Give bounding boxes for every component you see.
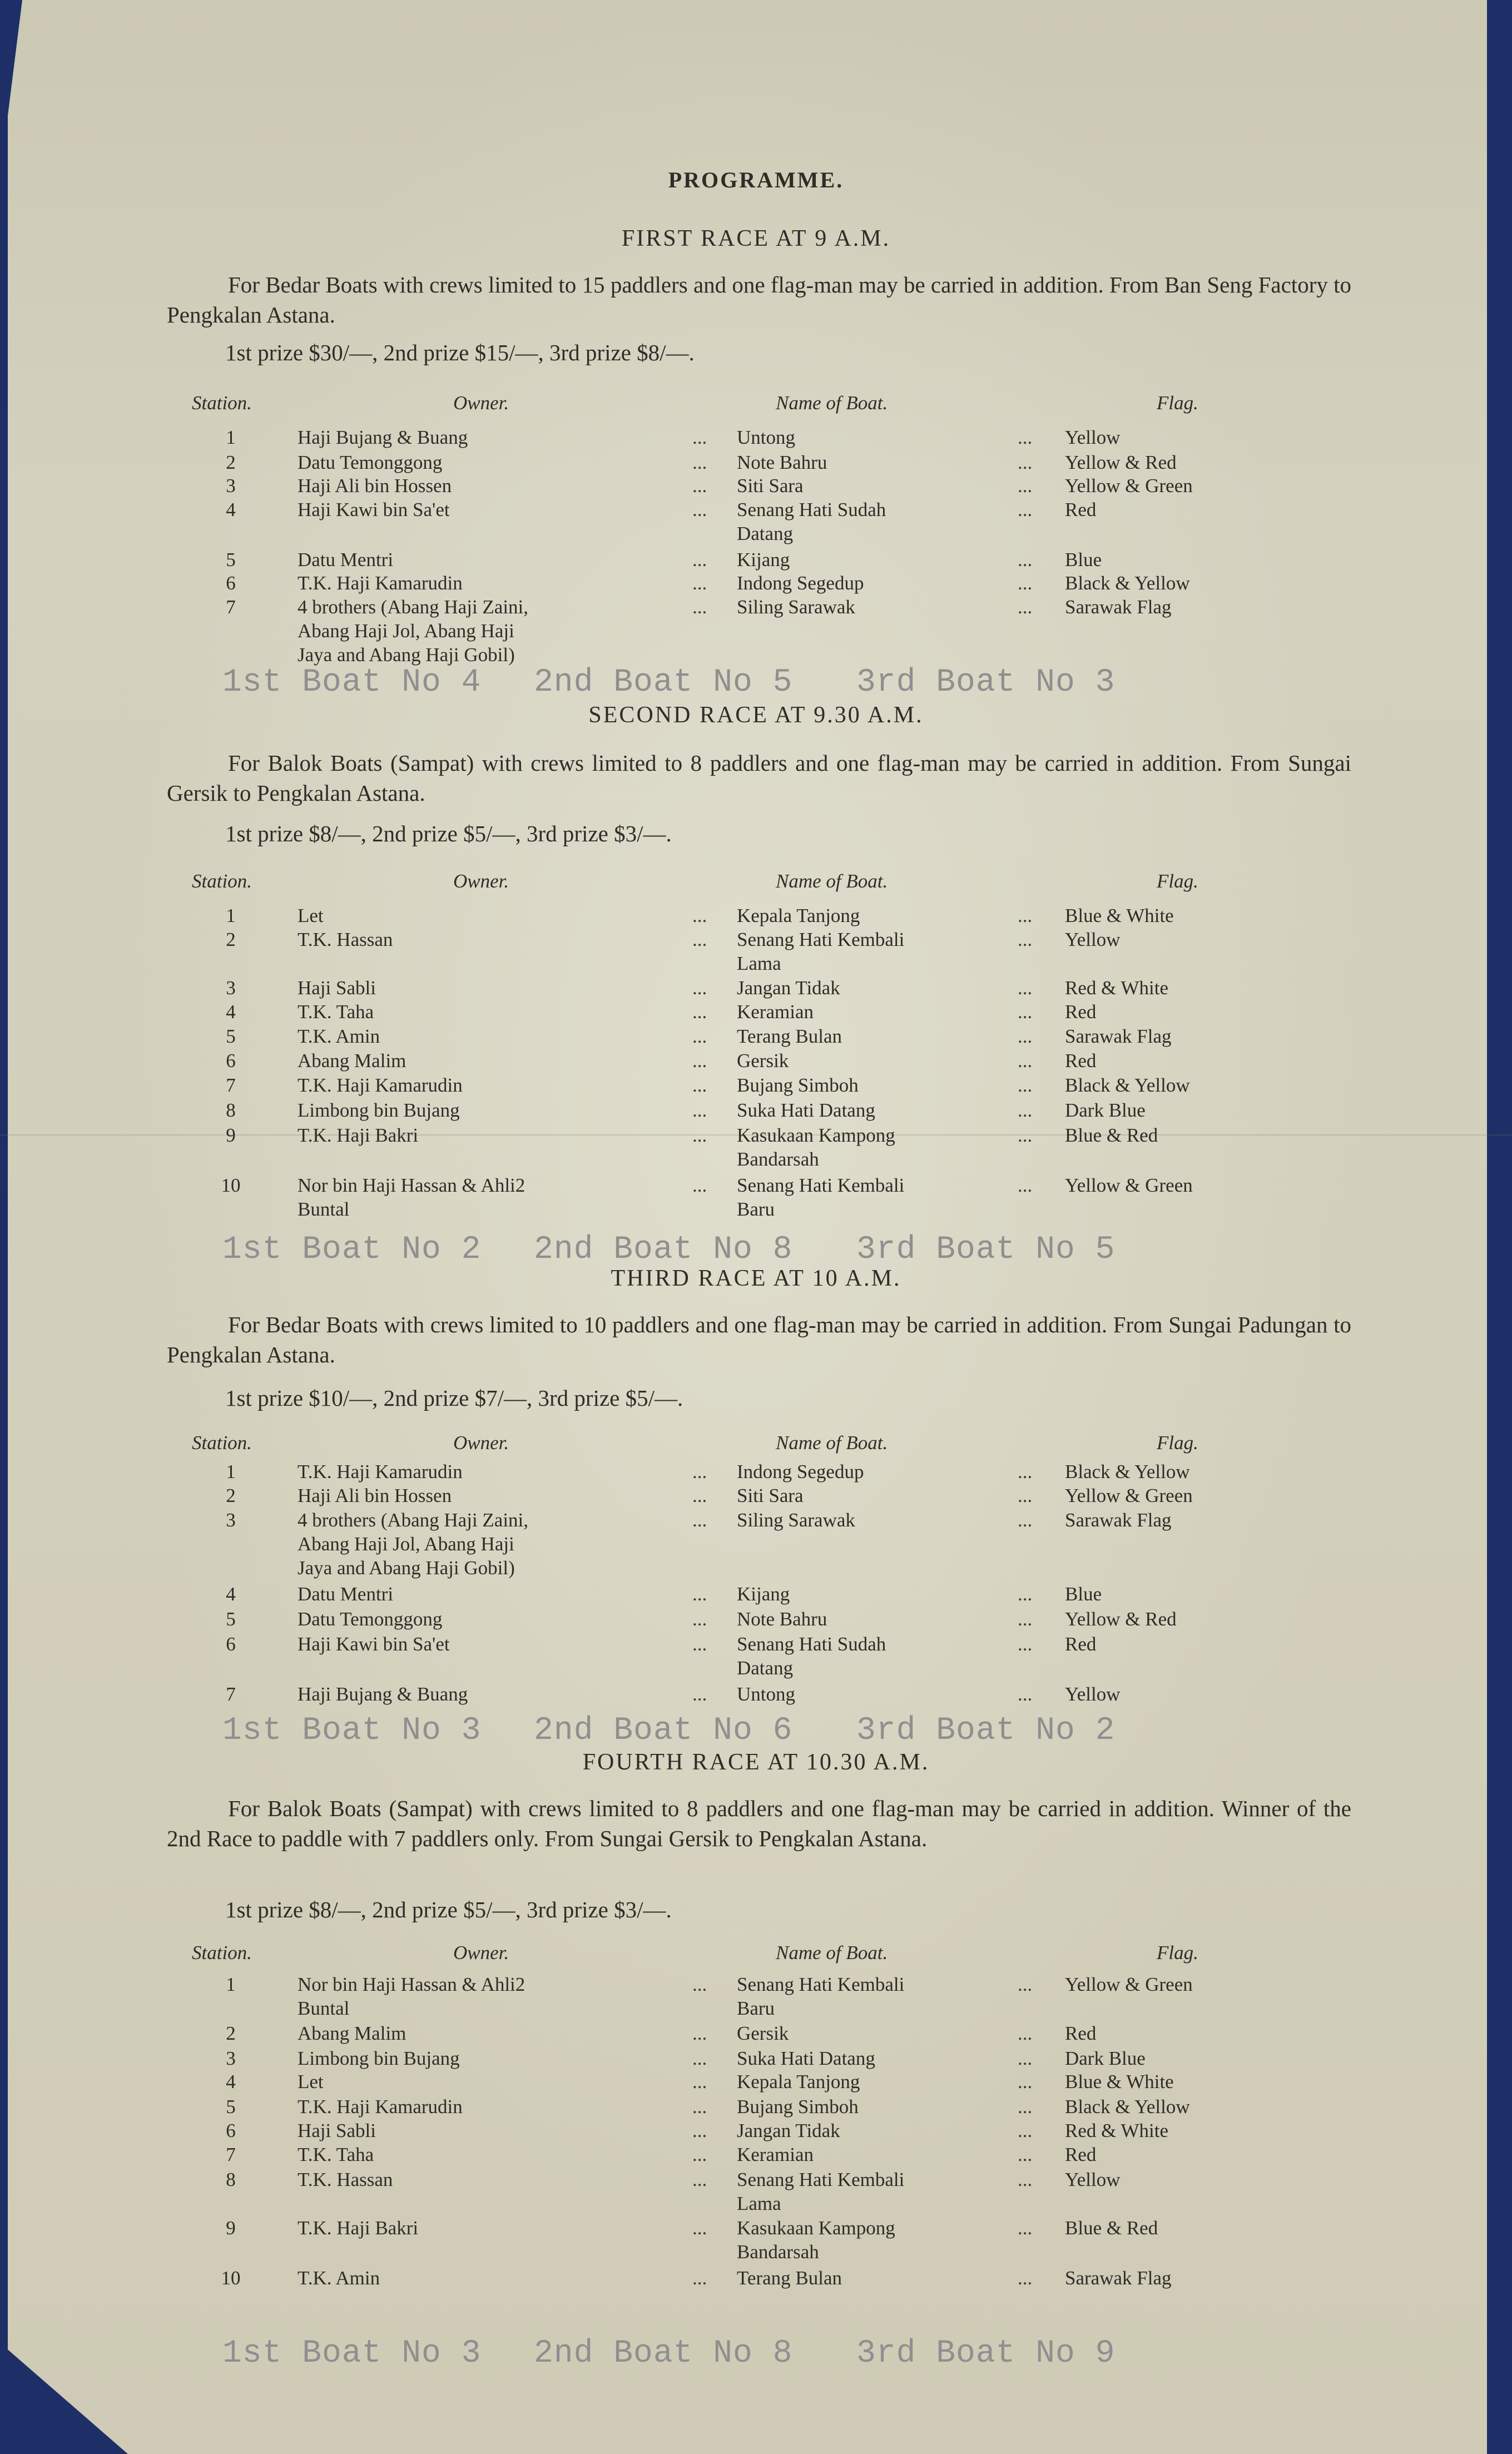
entry-owner: Haji Sabli [298, 2120, 376, 2141]
entry-flag: Yellow [1065, 2169, 1121, 2190]
entry-boat-name: Senang Hati Kembali Lama [737, 2169, 905, 2214]
entry-boat-name: Jangan Tidak [737, 2120, 840, 2141]
leader-dots: ... [1018, 475, 1033, 497]
entry-flag: Yellow [1065, 1683, 1121, 1705]
result-third-place: 3rd Boat No 9 [856, 2336, 1116, 2372]
leader-dots: ... [1018, 427, 1033, 448]
entry-owner: Haji Kawi bin Sa'et [298, 1633, 450, 1655]
leader-dots: ... [1018, 1001, 1033, 1023]
entry-station: 3 [226, 1509, 236, 1531]
entry-station: 1 [226, 1461, 236, 1483]
entry-station: 3 [226, 2048, 236, 2069]
entry-owner: Limbong bin Bujang [298, 1099, 460, 1121]
entry-flag: Dark Blue [1065, 1099, 1146, 1121]
leader-dots: ... [1018, 1974, 1033, 1995]
entry-boat-name: Terang Bulan [737, 2267, 842, 2289]
entry-flag: Yellow & Green [1065, 475, 1193, 497]
leader-dots: ... [1018, 1633, 1033, 1655]
entry-row [0, 2216, 1512, 2266]
entry-boat-name: Gersik [737, 1050, 789, 1072]
entry-owner: Nor bin Haji Hassan & Ahli2 Buntal [298, 1974, 526, 2019]
entry-row [0, 2266, 1512, 2316]
leader-dots: ... [692, 2071, 707, 2093]
column-header-station: Station. [192, 870, 252, 892]
entry-flag: Blue & White [1065, 905, 1174, 926]
entry-boat-name: Kasukaan Kampong Bandarsah [737, 2217, 895, 2263]
column-header-boat: Name of Boat. [776, 392, 888, 414]
entry-owner: 4 brothers (Abang Haji Zaini, Abang Haji Jol, Abang Haji Jaya and Abang Haji Gobil) [298, 1509, 529, 1579]
leader-dots: ... [1018, 1608, 1033, 1630]
leader-dots: ... [692, 1633, 707, 1655]
leader-dots: ... [1018, 1050, 1033, 1072]
entry-owner: Haji Ali bin Hossen [298, 1485, 452, 1506]
entry-station: 10 [221, 2267, 241, 2289]
entry-owner: T.K. Amin [298, 2267, 380, 2289]
column-header-station: Station. [192, 392, 252, 414]
entry-boat-name: Kasukaan Kampong Bandarsah [737, 1124, 895, 1170]
column-header-boat: Name of Boat. [776, 870, 888, 892]
leader-dots: ... [1018, 1074, 1033, 1096]
entry-owner: Datu Mentri [298, 1583, 394, 1605]
entry-owner: Datu Mentri [298, 549, 394, 571]
race-title: THIRD RACE AT 10 A.M. [611, 1266, 901, 1291]
column-header-boat: Name of Boat. [776, 1942, 888, 1964]
entry-boat-name: Kepala Tanjong [737, 2071, 860, 2093]
entry-flag: Blue [1065, 1583, 1102, 1605]
leader-dots: ... [1018, 1025, 1033, 1047]
entry-station: 2 [226, 1485, 236, 1506]
leader-dots: ... [1018, 2048, 1033, 2069]
leader-dots: ... [692, 2169, 707, 2190]
entry-station: 1 [226, 427, 236, 448]
entry-owner: Let [298, 905, 324, 926]
leader-dots: ... [692, 452, 707, 473]
leader-dots: ... [692, 1074, 707, 1096]
race-prizes: 1st prize $8/—, 2nd prize $5/—, 3rd prize $3/—. [225, 821, 672, 846]
column-header-flag: Flag. [1157, 1942, 1198, 1964]
column-header-owner: Owner. [453, 1942, 509, 1964]
entry-flag: Red [1065, 1001, 1097, 1023]
entry-flag: Red [1065, 1633, 1097, 1655]
leader-dots: ... [1018, 499, 1033, 520]
background-corner [0, 2343, 128, 2454]
leader-dots: ... [1018, 1485, 1033, 1506]
entry-station: 3 [226, 977, 236, 999]
entry-boat-name: Indong Segedup [737, 1461, 864, 1483]
entry-owner: T.K. Haji Kamarudin [298, 1461, 463, 1483]
entry-station: 2 [226, 2022, 236, 2044]
entry-owner: T.K. Hassan [298, 929, 393, 950]
result-second-place: 2nd Boat No 8 [534, 1232, 793, 1268]
leader-dots: ... [1018, 1583, 1033, 1605]
entry-station: 9 [226, 2217, 236, 2239]
entry-station: 7 [226, 1683, 236, 1705]
leader-dots: ... [1018, 905, 1033, 926]
entry-boat-name: Senang Hati Sudah Datang [737, 1633, 886, 1679]
entry-flag: Yellow & Red [1065, 452, 1177, 473]
leader-dots: ... [692, 549, 707, 571]
column-header-owner: Owner. [453, 1432, 509, 1454]
leader-dots: ... [692, 2267, 707, 2289]
entry-flag: Yellow [1065, 929, 1121, 950]
column-header-flag: Flag. [1157, 870, 1198, 892]
leader-dots: ... [692, 1099, 707, 1121]
leader-dots: ... [692, 1025, 707, 1047]
entry-station: 3 [226, 475, 236, 497]
leader-dots: ... [1018, 1174, 1033, 1196]
entry-flag: Blue & White [1065, 2071, 1174, 2093]
entry-owner: T.K. Haji Kamarudin [298, 2096, 463, 2118]
entry-owner: Haji Kawi bin Sa'et [298, 499, 450, 520]
leader-dots: ... [692, 572, 707, 594]
race-title: SECOND RACE AT 9.30 A.M. [588, 702, 924, 728]
entry-boat-name: Note Bahru [737, 452, 827, 473]
leader-dots: ... [1018, 929, 1033, 950]
leader-dots: ... [1018, 1461, 1033, 1483]
entry-flag: Red [1065, 2022, 1097, 2044]
entry-flag: Black & Yellow [1065, 1074, 1190, 1096]
entry-flag: Black & Yellow [1065, 572, 1190, 594]
race-description: For Balok Boats (Sampat) with crews limited to 8 paddlers and one flag-man may be carried in addition. Winner of the 2nd Race to paddle with 7 paddlers only. From Sungai Gersik to Pengkalan Astana. [167, 1796, 1351, 1851]
leader-dots: ... [1018, 1509, 1033, 1531]
leader-dots: ... [692, 1583, 707, 1605]
result-second-place: 2nd Boat No 6 [534, 1713, 793, 1749]
leader-dots: ... [692, 1485, 707, 1506]
entry-owner: Haji Bujang & Buang [298, 427, 468, 448]
entry-owner: Abang Malim [298, 1050, 406, 1072]
leader-dots: ... [692, 929, 707, 950]
leader-dots: ... [692, 905, 707, 926]
race-description: For Bedar Boats with crews limited to 15 paddlers and one flag-man may be carried in addition. From Ban Seng Factory to Pengkalan Astana. [167, 272, 1351, 328]
leader-dots: ... [1018, 2120, 1033, 2141]
page-title: PROGRAMME. [668, 167, 844, 192]
background-corner [0, 0, 22, 178]
entry-flag: Sarawak Flag [1065, 596, 1172, 618]
entry-boat-name: Bujang Simboh [737, 2096, 859, 2118]
entry-owner: 4 brothers (Abang Haji Zaini, Abang Haji Jol, Abang Haji Jaya and Abang Haji Gobil) [298, 596, 529, 666]
entry-flag: Blue & Red [1065, 2217, 1158, 2239]
race-prizes: 1st prize $10/—, 2nd prize $7/—, 3rd prize $5/—. [225, 1385, 683, 1411]
column-header-owner: Owner. [453, 870, 509, 892]
leader-dots: ... [692, 1124, 707, 1146]
entry-owner: Haji Ali bin Hossen [298, 475, 452, 497]
entry-flag: Red [1065, 2144, 1097, 2165]
leader-dots: ... [692, 1608, 707, 1630]
column-header-station: Station. [192, 1942, 252, 1964]
leader-dots: ... [692, 1509, 707, 1531]
entry-boat-name: Siling Sarawak [737, 1509, 855, 1531]
entry-owner: T.K. Haji Kamarudin [298, 1074, 463, 1096]
leader-dots: ... [692, 1050, 707, 1072]
entry-flag: Yellow & Green [1065, 1174, 1193, 1196]
entry-boat-name: Senang Hati Sudah Datang [737, 499, 886, 544]
leader-dots: ... [1018, 2267, 1033, 2289]
leader-dots: ... [692, 2144, 707, 2165]
entry-row [0, 928, 1512, 978]
leader-dots: ... [692, 2120, 707, 2141]
leader-dots: ... [1018, 596, 1033, 618]
leader-dots: ... [692, 427, 707, 448]
leader-dots: ... [1018, 977, 1033, 999]
entry-owner: T.K. Taha [298, 2144, 374, 2165]
leader-dots: ... [692, 1461, 707, 1483]
leader-dots: ... [1018, 2169, 1033, 2190]
column-header-boat: Name of Boat. [776, 1432, 888, 1454]
leader-dots: ... [692, 499, 707, 520]
leader-dots: ... [692, 2048, 707, 2069]
entry-owner: Haji Sabli [298, 977, 376, 999]
entry-boat-name: Indong Segedup [737, 572, 864, 594]
entry-station: 4 [226, 499, 236, 520]
result-first-place: 1st Boat No 3 [222, 2336, 482, 2372]
column-header-flag: Flag. [1157, 1432, 1198, 1454]
entry-row [0, 498, 1512, 548]
leader-dots: ... [1018, 2144, 1033, 2165]
entry-station: 6 [226, 1633, 236, 1655]
entry-station: 4 [226, 1001, 236, 1023]
leader-dots: ... [1018, 2217, 1033, 2239]
entry-boat-name: Jangan Tidak [737, 977, 840, 999]
entry-flag: Yellow & Green [1065, 1974, 1193, 1995]
race-title: FOURTH RACE AT 10.30 A.M. [582, 1749, 930, 1775]
entry-row [0, 2168, 1512, 2218]
result-first-place: 1st Boat No 3 [222, 1713, 482, 1749]
entry-boat-name: Terang Bulan [737, 1025, 842, 1047]
entry-station: 1 [226, 905, 236, 926]
entry-boat-name: Suka Hati Datang [737, 1099, 875, 1121]
entry-station: 5 [226, 1025, 236, 1047]
entry-owner: Nor bin Haji Hassan & Ahli2 Buntal [298, 1174, 526, 1220]
entry-flag: Yellow & Red [1065, 1608, 1177, 1630]
leader-dots: ... [692, 1174, 707, 1196]
entry-station: 6 [226, 1050, 236, 1072]
race-title: FIRST RACE AT 9 A.M. [621, 226, 891, 251]
column-header-owner: Owner. [453, 392, 509, 414]
entry-boat-name: Untong [737, 1683, 795, 1705]
leader-dots: ... [1018, 572, 1033, 594]
entry-station: 5 [226, 549, 236, 571]
result-third-place: 3rd Boat No 5 [856, 1232, 1116, 1268]
result-third-place: 3rd Boat No 3 [856, 665, 1116, 701]
leader-dots: ... [692, 475, 707, 497]
leader-dots: ... [692, 1683, 707, 1705]
entry-boat-name: Senang Hati Kembali Baru [737, 1174, 905, 1220]
leader-dots: ... [1018, 549, 1033, 571]
entry-owner: Abang Malim [298, 2022, 406, 2044]
race-description: For Balok Boats (Sampat) with crews limited to 8 paddlers and one flag-man may be carried in addition. From Sungai Gersik to Pengkalan Astana. [167, 750, 1351, 806]
entry-boat-name: Siti Sara [737, 475, 804, 497]
entry-row [0, 1173, 1512, 1223]
entry-flag: Blue [1065, 549, 1102, 571]
entry-flag: Sarawak Flag [1065, 1025, 1172, 1047]
entry-station: 7 [226, 596, 236, 618]
entry-row [0, 1632, 1512, 1682]
leader-dots: ... [1018, 2022, 1033, 2044]
entry-owner: Datu Temonggong [298, 1608, 443, 1630]
entry-boat-name: Suka Hati Datang [737, 2048, 875, 2069]
entry-owner: Haji Bujang & Buang [298, 1683, 468, 1705]
entry-flag: Red & White [1065, 977, 1168, 999]
entry-boat-name: Senang Hati Kembali Baru [737, 1974, 905, 2019]
race-prizes: 1st prize $8/—, 2nd prize $5/—, 3rd prize $3/—. [225, 1897, 672, 1922]
entry-station: 10 [221, 1174, 241, 1196]
entry-boat-name: Bujang Simboh [737, 1074, 859, 1096]
entry-flag: Yellow [1065, 427, 1121, 448]
entry-station: 2 [226, 929, 236, 950]
result-second-place: 2nd Boat No 5 [534, 665, 793, 701]
entry-flag: Sarawak Flag [1065, 1509, 1172, 1531]
entry-row [0, 1972, 1512, 2022]
entry-flag: Yellow & Green [1065, 1485, 1193, 1506]
result-first-place: 1st Boat No 2 [222, 1232, 482, 1268]
entry-boat-name: Siti Sara [737, 1485, 804, 1506]
leader-dots: ... [692, 596, 707, 618]
entry-boat-name: Keramian [737, 2144, 814, 2165]
leader-dots: ... [692, 2217, 707, 2239]
entry-flag: Black & Yellow [1065, 1461, 1190, 1483]
entry-flag: Sarawak Flag [1065, 2267, 1172, 2289]
entry-station: 4 [226, 2071, 236, 2093]
result-first-place: 1st Boat No 4 [222, 665, 482, 701]
entry-owner: T.K. Haji Kamarudin [298, 572, 463, 594]
entry-flag: Black & Yellow [1065, 2096, 1190, 2118]
entry-flag: Blue & Red [1065, 1124, 1158, 1146]
race-description: For Bedar Boats with crews limited to 10 paddlers and one flag-man may be carried in addition. From Sungai Padungan to Pengkalan Astana. [167, 1312, 1351, 1367]
entry-boat-name: Untong [737, 427, 795, 448]
leader-dots: ... [692, 2096, 707, 2118]
entry-station: 6 [226, 2120, 236, 2141]
entry-boat-name: Gersik [737, 2022, 789, 2044]
entry-boat-name: Senang Hati Kembali Lama [737, 929, 905, 974]
leader-dots: ... [692, 1974, 707, 1995]
entry-station: 6 [226, 572, 236, 594]
entry-station: 7 [226, 2144, 236, 2165]
entry-boat-name: Kepala Tanjong [737, 905, 860, 926]
entry-row [0, 1508, 1512, 1579]
leader-dots: ... [1018, 1124, 1033, 1146]
entry-owner: T.K. Haji Bakri [298, 1124, 419, 1146]
entry-boat-name: Kijang [737, 1583, 790, 1605]
result-third-place: 3rd Boat No 2 [856, 1713, 1116, 1749]
entry-station: 9 [226, 1124, 236, 1146]
column-header-flag: Flag. [1157, 392, 1198, 414]
entry-flag: Dark Blue [1065, 2048, 1146, 2069]
entry-boat-name: Siling Sarawak [737, 596, 855, 618]
leader-dots: ... [692, 977, 707, 999]
entry-station: 2 [226, 452, 236, 473]
entry-owner: Let [298, 2071, 324, 2093]
leader-dots: ... [1018, 2071, 1033, 2093]
leader-dots: ... [1018, 1683, 1033, 1705]
entry-row [0, 1123, 1512, 1173]
entry-owner: T.K. Haji Bakri [298, 2217, 419, 2239]
leader-dots: ... [692, 2022, 707, 2044]
entry-flag: Red [1065, 499, 1097, 520]
column-header-station: Station. [192, 1432, 252, 1454]
leader-dots: ... [692, 1001, 707, 1023]
entry-station: 5 [226, 1608, 236, 1630]
entry-station: 1 [226, 1974, 236, 1995]
race-prizes: 1st prize $30/—, 2nd prize $15/—, 3rd prize $8/—. [225, 340, 695, 365]
entry-owner: T.K. Taha [298, 1001, 374, 1023]
entry-station: 5 [226, 2096, 236, 2118]
leader-dots: ... [1018, 452, 1033, 473]
entry-station: 8 [226, 2169, 236, 2190]
entry-owner: Datu Temonggong [298, 452, 443, 473]
entry-boat-name: Keramian [737, 1001, 814, 1023]
entry-owner: T.K. Amin [298, 1025, 380, 1047]
entry-boat-name: Kijang [737, 549, 790, 571]
entry-boat-name: Note Bahru [737, 1608, 827, 1630]
entry-station: 8 [226, 1099, 236, 1121]
entry-row [0, 595, 1512, 666]
entry-station: 4 [226, 1583, 236, 1605]
leader-dots: ... [1018, 1099, 1033, 1121]
result-second-place: 2nd Boat No 8 [534, 2336, 793, 2372]
entry-owner: T.K. Hassan [298, 2169, 393, 2190]
entry-station: 7 [226, 1074, 236, 1096]
leader-dots: ... [1018, 2096, 1033, 2118]
entry-flag: Red & White [1065, 2120, 1168, 2141]
entry-owner: Limbong bin Bujang [298, 2048, 460, 2069]
entry-flag: Red [1065, 1050, 1097, 1072]
